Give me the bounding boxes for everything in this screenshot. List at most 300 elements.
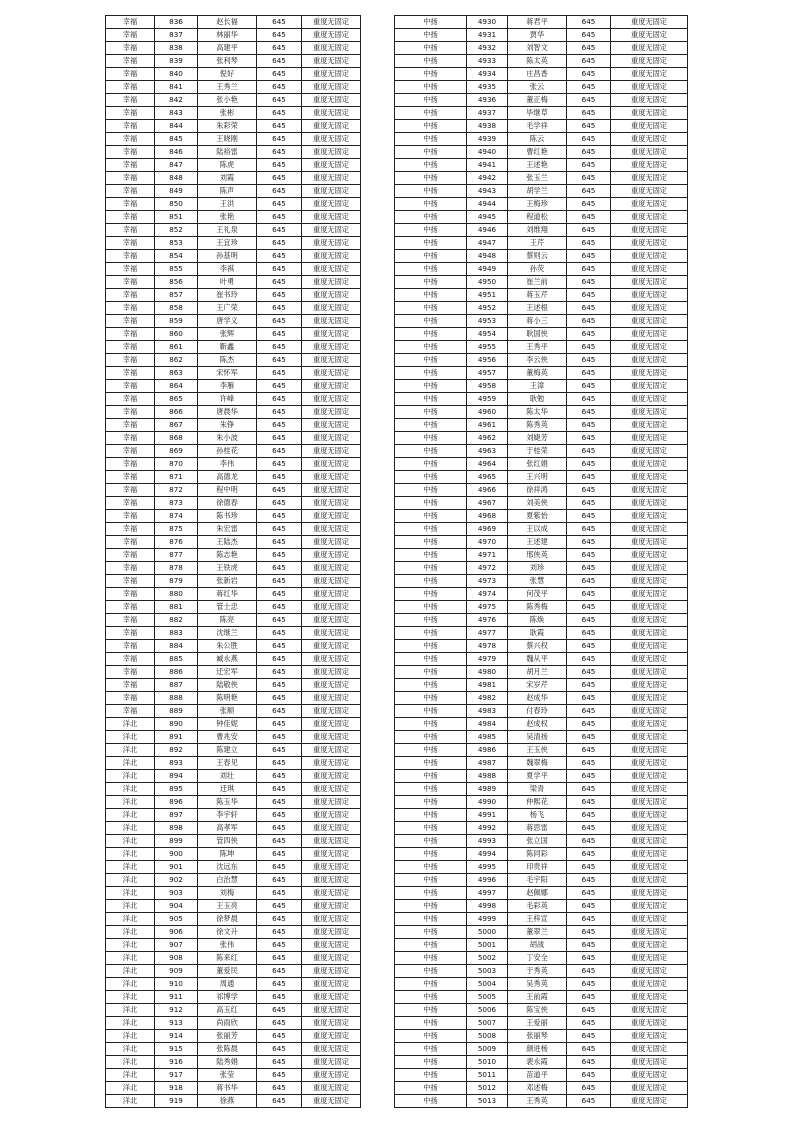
serial-number-cell: 4993 xyxy=(467,835,508,848)
table-row xyxy=(106,679,361,692)
table-row xyxy=(395,341,688,354)
table-row xyxy=(395,939,688,952)
amount-cell: 645 xyxy=(567,1030,611,1043)
amount-cell: 645 xyxy=(567,354,611,367)
name-cell: 耿霞 xyxy=(508,627,567,640)
table-row xyxy=(395,614,688,627)
amount-cell: 645 xyxy=(257,1043,302,1056)
area-cell: 洋北 xyxy=(106,796,155,809)
table-row xyxy=(106,562,361,575)
table-row xyxy=(395,861,688,874)
amount-cell: 645 xyxy=(567,783,611,796)
serial-number-cell: 850 xyxy=(155,198,198,211)
serial-number-cell: 885 xyxy=(155,653,198,666)
area-cell: 洋北 xyxy=(106,887,155,900)
area-cell: 洋北 xyxy=(106,1030,155,1043)
name-cell: 陆敬侠 xyxy=(198,679,257,692)
serial-number-cell: 846 xyxy=(155,146,198,159)
area-cell: 中扬 xyxy=(395,965,467,978)
area-cell: 中扬 xyxy=(395,627,467,640)
area-cell: 中扬 xyxy=(395,94,467,107)
amount-cell: 645 xyxy=(257,107,302,120)
serial-number-cell: 4985 xyxy=(467,731,508,744)
name-cell: 陈焕 xyxy=(508,614,567,627)
table-row xyxy=(395,250,688,263)
table-row xyxy=(106,783,361,796)
area-cell: 幸福 xyxy=(106,627,155,640)
table-row xyxy=(106,809,361,822)
table-row xyxy=(106,211,361,224)
area-cell: 幸福 xyxy=(106,42,155,55)
name-cell: 高建平 xyxy=(198,42,257,55)
category-cell: 重度无固定 xyxy=(302,172,361,185)
category-cell: 重度无固定 xyxy=(302,276,361,289)
serial-number-cell: 841 xyxy=(155,81,198,94)
serial-number-cell: 897 xyxy=(155,809,198,822)
serial-number-cell: 5006 xyxy=(467,1004,508,1017)
serial-number-cell: 870 xyxy=(155,458,198,471)
table-row xyxy=(106,952,361,965)
serial-number-cell: 4966 xyxy=(467,484,508,497)
category-cell: 重度无固定 xyxy=(302,185,361,198)
area-cell: 幸福 xyxy=(106,445,155,458)
amount-cell: 645 xyxy=(567,796,611,809)
table-row xyxy=(106,718,361,731)
category-cell: 重度无固定 xyxy=(611,81,688,94)
area-cell: 中扬 xyxy=(395,42,467,55)
amount-cell: 645 xyxy=(567,224,611,237)
category-cell: 重度无固定 xyxy=(611,809,688,822)
area-cell: 中扬 xyxy=(395,133,467,146)
name-cell: 魏翠梅 xyxy=(508,757,567,770)
category-cell: 重度无固定 xyxy=(302,1043,361,1056)
name-cell: 王秀平 xyxy=(508,341,567,354)
table-row xyxy=(395,757,688,770)
serial-number-cell: 4948 xyxy=(467,250,508,263)
name-cell: 魏从平 xyxy=(508,653,567,666)
amount-cell: 645 xyxy=(257,458,302,471)
table-row xyxy=(395,809,688,822)
area-cell: 中扬 xyxy=(395,185,467,198)
name-cell: 宋岁芹 xyxy=(508,679,567,692)
category-cell: 重度无固定 xyxy=(611,549,688,562)
area-cell: 中扬 xyxy=(395,783,467,796)
name-cell: 祁博学 xyxy=(198,991,257,1004)
amount-cell: 645 xyxy=(567,965,611,978)
amount-cell: 645 xyxy=(257,952,302,965)
serial-number-cell: 4976 xyxy=(467,614,508,627)
amount-cell: 645 xyxy=(257,1082,302,1095)
amount-cell: 645 xyxy=(257,744,302,757)
category-cell: 重度无固定 xyxy=(611,835,688,848)
name-cell: 刘梅 xyxy=(198,887,257,900)
table-row xyxy=(106,536,361,549)
serial-number-cell: 4958 xyxy=(467,380,508,393)
amount-cell: 645 xyxy=(257,211,302,224)
category-cell: 重度无固定 xyxy=(302,822,361,835)
name-cell: 付春玲 xyxy=(508,705,567,718)
amount-cell: 645 xyxy=(567,770,611,783)
serial-number-cell: 4943 xyxy=(467,185,508,198)
name-cell: 王春见 xyxy=(198,757,257,770)
table-row xyxy=(395,640,688,653)
name-cell: 刘壮 xyxy=(198,770,257,783)
area-cell: 幸福 xyxy=(106,471,155,484)
name-cell: 徐祥鸿 xyxy=(508,484,567,497)
table-row xyxy=(395,237,688,250)
area-cell: 洋北 xyxy=(106,809,155,822)
area-cell: 洋北 xyxy=(106,913,155,926)
amount-cell: 645 xyxy=(257,393,302,406)
category-cell: 重度无固定 xyxy=(302,809,361,822)
table-row xyxy=(106,172,361,185)
area-cell: 洋北 xyxy=(106,1082,155,1095)
amount-cell: 645 xyxy=(257,380,302,393)
amount-cell: 645 xyxy=(567,1017,611,1030)
table-row xyxy=(106,16,361,29)
amount-cell: 645 xyxy=(567,289,611,302)
table-row xyxy=(106,575,361,588)
name-cell: 陈太英 xyxy=(508,55,567,68)
serial-number-cell: 4932 xyxy=(467,42,508,55)
area-cell: 中扬 xyxy=(395,367,467,380)
name-cell: 张玉兰 xyxy=(508,172,567,185)
serial-number-cell: 857 xyxy=(155,289,198,302)
serial-number-cell: 4995 xyxy=(467,861,508,874)
area-cell: 洋北 xyxy=(106,965,155,978)
serial-number-cell: 916 xyxy=(155,1056,198,1069)
area-cell: 中扬 xyxy=(395,939,467,952)
category-cell: 重度无固定 xyxy=(302,198,361,211)
table-row xyxy=(106,55,361,68)
area-cell: 中扬 xyxy=(395,380,467,393)
table-row xyxy=(395,965,688,978)
category-cell: 重度无固定 xyxy=(611,666,688,679)
category-cell: 重度无固定 xyxy=(302,237,361,250)
category-cell: 重度无固定 xyxy=(302,705,361,718)
amount-cell: 645 xyxy=(257,237,302,250)
category-cell: 重度无固定 xyxy=(302,900,361,913)
serial-number-cell: 4987 xyxy=(467,757,508,770)
area-cell: 中扬 xyxy=(395,744,467,757)
serial-number-cell: 4963 xyxy=(467,445,508,458)
name-cell: 曹红艳 xyxy=(508,146,567,159)
serial-number-cell: 4954 xyxy=(467,328,508,341)
table-row xyxy=(395,367,688,380)
amount-cell: 645 xyxy=(257,588,302,601)
name-cell: 陈坤 xyxy=(198,848,257,861)
name-cell: 唐晨华 xyxy=(198,406,257,419)
table-row xyxy=(106,315,361,328)
serial-number-cell: 4947 xyxy=(467,237,508,250)
category-cell: 重度无固定 xyxy=(611,1043,688,1056)
table-row xyxy=(395,822,688,835)
serial-number-cell: 876 xyxy=(155,536,198,549)
table-row xyxy=(106,614,361,627)
amount-cell: 645 xyxy=(567,16,611,29)
serial-number-cell: 919 xyxy=(155,1095,198,1108)
amount-cell: 645 xyxy=(257,289,302,302)
serial-number-cell: 894 xyxy=(155,770,198,783)
category-cell: 重度无固定 xyxy=(302,718,361,731)
serial-number-cell: 918 xyxy=(155,1082,198,1095)
category-cell: 重度无固定 xyxy=(611,250,688,263)
amount-cell: 645 xyxy=(257,471,302,484)
amount-cell: 645 xyxy=(567,549,611,562)
area-cell: 幸福 xyxy=(106,185,155,198)
area-cell: 中扬 xyxy=(395,523,467,536)
area-cell: 幸福 xyxy=(106,575,155,588)
amount-cell: 645 xyxy=(257,978,302,991)
name-cell: 耿勉 xyxy=(508,393,567,406)
serial-number-cell: 858 xyxy=(155,302,198,315)
name-cell: 陈秀梅 xyxy=(508,601,567,614)
table-row xyxy=(395,29,688,42)
area-cell: 幸福 xyxy=(106,692,155,705)
category-cell: 重度无固定 xyxy=(611,354,688,367)
table-row xyxy=(106,991,361,1004)
amount-cell: 645 xyxy=(567,562,611,575)
table-row xyxy=(395,952,688,965)
area-cell: 幸福 xyxy=(106,523,155,536)
name-cell: 臧永燕 xyxy=(198,653,257,666)
serial-number-cell: 855 xyxy=(155,263,198,276)
serial-number-cell: 4979 xyxy=(467,653,508,666)
serial-number-cell: 908 xyxy=(155,952,198,965)
category-cell: 重度无固定 xyxy=(611,575,688,588)
name-cell: 董爱民 xyxy=(198,965,257,978)
name-cell: 王梓宣 xyxy=(508,913,567,926)
category-cell: 重度无固定 xyxy=(302,523,361,536)
area-cell: 中扬 xyxy=(395,354,467,367)
amount-cell: 645 xyxy=(257,796,302,809)
amount-cell: 645 xyxy=(567,731,611,744)
area-cell: 中扬 xyxy=(395,484,467,497)
area-cell: 中扬 xyxy=(395,198,467,211)
serial-number-cell: 881 xyxy=(155,601,198,614)
category-cell: 重度无固定 xyxy=(302,627,361,640)
name-cell: 陈声 xyxy=(198,185,257,198)
name-cell: 陈书珍 xyxy=(198,510,257,523)
table-row xyxy=(395,783,688,796)
amount-cell: 645 xyxy=(257,120,302,133)
category-cell: 重度无固定 xyxy=(302,913,361,926)
serial-number-cell: 4949 xyxy=(467,263,508,276)
name-cell: 朱彩荣 xyxy=(198,120,257,133)
amount-cell: 645 xyxy=(257,354,302,367)
area-cell: 幸福 xyxy=(106,94,155,107)
amount-cell: 645 xyxy=(257,900,302,913)
serial-number-cell: 904 xyxy=(155,900,198,913)
area-cell: 中扬 xyxy=(395,315,467,328)
serial-number-cell: 914 xyxy=(155,1030,198,1043)
serial-number-cell: 887 xyxy=(155,679,198,692)
category-cell: 重度无固定 xyxy=(302,1082,361,1095)
category-cell: 重度无固定 xyxy=(611,419,688,432)
category-cell: 重度无固定 xyxy=(611,822,688,835)
table-row xyxy=(106,1004,361,1017)
amount-cell: 645 xyxy=(257,640,302,653)
serial-number-cell: 4971 xyxy=(467,549,508,562)
name-cell: 朱公胜 xyxy=(198,640,257,653)
amount-cell: 645 xyxy=(257,1017,302,1030)
roster-table-left xyxy=(105,15,361,1108)
name-cell: 夏学平 xyxy=(508,770,567,783)
area-cell: 中扬 xyxy=(395,224,467,237)
serial-number-cell: 4990 xyxy=(467,796,508,809)
area-cell: 中扬 xyxy=(395,692,467,705)
category-cell: 重度无固定 xyxy=(611,16,688,29)
amount-cell: 645 xyxy=(257,29,302,42)
table-row xyxy=(395,497,688,510)
serial-number-cell: 891 xyxy=(155,731,198,744)
serial-number-cell: 874 xyxy=(155,510,198,523)
name-cell: 王述根 xyxy=(508,302,567,315)
amount-cell: 645 xyxy=(567,627,611,640)
name-cell: 王晓刚 xyxy=(198,133,257,146)
table-row xyxy=(106,731,361,744)
area-cell: 幸福 xyxy=(106,302,155,315)
category-cell: 重度无固定 xyxy=(302,68,361,81)
name-cell: 张立国 xyxy=(508,835,567,848)
name-cell: 邢侠英 xyxy=(508,549,567,562)
amount-cell: 645 xyxy=(257,874,302,887)
table-row xyxy=(106,640,361,653)
table-row xyxy=(395,458,688,471)
serial-number-cell: 4940 xyxy=(467,146,508,159)
amount-cell: 645 xyxy=(567,913,611,926)
category-cell: 重度无固定 xyxy=(302,146,361,159)
area-cell: 洋北 xyxy=(106,744,155,757)
name-cell: 王秀英 xyxy=(508,1095,567,1108)
name-cell: 王述艳 xyxy=(508,159,567,172)
table-row xyxy=(106,367,361,380)
amount-cell: 645 xyxy=(567,94,611,107)
area-cell: 幸福 xyxy=(106,289,155,302)
table-row xyxy=(395,484,688,497)
serial-number-cell: 4930 xyxy=(467,16,508,29)
category-cell: 重度无固定 xyxy=(611,744,688,757)
serial-number-cell: 4953 xyxy=(467,315,508,328)
category-cell: 重度无固定 xyxy=(302,796,361,809)
table-row xyxy=(106,692,361,705)
table-row xyxy=(106,159,361,172)
area-cell: 幸福 xyxy=(106,614,155,627)
category-cell: 重度无固定 xyxy=(302,1095,361,1108)
name-cell: 刘智文 xyxy=(508,42,567,55)
table-row xyxy=(395,536,688,549)
table-row xyxy=(106,341,361,354)
category-cell: 重度无固定 xyxy=(302,835,361,848)
name-cell: 徐梦晨 xyxy=(198,913,257,926)
amount-cell: 645 xyxy=(567,458,611,471)
area-cell: 幸福 xyxy=(106,133,155,146)
table-row xyxy=(106,445,361,458)
amount-cell: 645 xyxy=(567,952,611,965)
table-row xyxy=(395,406,688,419)
serial-number-cell: 4951 xyxy=(467,289,508,302)
name-cell: 林丽华 xyxy=(198,29,257,42)
amount-cell: 645 xyxy=(567,939,611,952)
amount-cell: 645 xyxy=(567,133,611,146)
category-cell: 重度无固定 xyxy=(302,94,361,107)
name-cell: 陆裕雷 xyxy=(198,146,257,159)
category-cell: 重度无固定 xyxy=(302,978,361,991)
category-cell: 重度无固定 xyxy=(302,380,361,393)
name-cell: 蒋君平 xyxy=(508,16,567,29)
table-row xyxy=(395,991,688,1004)
serial-number-cell: 875 xyxy=(155,523,198,536)
amount-cell: 645 xyxy=(257,666,302,679)
amount-cell: 645 xyxy=(567,380,611,393)
serial-number-cell: 860 xyxy=(155,328,198,341)
serial-number-cell: 912 xyxy=(155,1004,198,1017)
name-cell: 何茂平 xyxy=(508,588,567,601)
category-cell: 重度无固定 xyxy=(611,393,688,406)
name-cell: 朱铮 xyxy=(198,419,257,432)
name-cell: 苗道平 xyxy=(508,1069,567,1082)
name-cell: 张丽芳 xyxy=(198,1030,257,1043)
table-row xyxy=(395,55,688,68)
area-cell: 洋北 xyxy=(106,822,155,835)
category-cell: 重度无固定 xyxy=(611,458,688,471)
table-row xyxy=(106,458,361,471)
table-row xyxy=(395,1082,688,1095)
area-cell: 中扬 xyxy=(395,419,467,432)
name-cell: 刘维翔 xyxy=(508,224,567,237)
serial-number-cell: 4989 xyxy=(467,783,508,796)
name-cell: 李祺 xyxy=(198,263,257,276)
table-row xyxy=(395,510,688,523)
name-cell: 周通 xyxy=(198,978,257,991)
category-cell: 重度无固定 xyxy=(611,172,688,185)
serial-number-cell: 896 xyxy=(155,796,198,809)
category-cell: 重度无固定 xyxy=(611,159,688,172)
amount-cell: 645 xyxy=(567,640,611,653)
serial-number-cell: 5002 xyxy=(467,952,508,965)
serial-number-cell: 906 xyxy=(155,926,198,939)
serial-number-cell: 4999 xyxy=(467,913,508,926)
amount-cell: 645 xyxy=(567,471,611,484)
serial-number-cell: 845 xyxy=(155,133,198,146)
table-row xyxy=(106,965,361,978)
amount-cell: 645 xyxy=(567,81,611,94)
amount-cell: 645 xyxy=(567,588,611,601)
name-cell: 李雁 xyxy=(198,380,257,393)
table-row xyxy=(395,263,688,276)
area-cell: 中扬 xyxy=(395,822,467,835)
amount-cell: 645 xyxy=(567,341,611,354)
table-row xyxy=(106,68,361,81)
area-cell: 中扬 xyxy=(395,211,467,224)
serial-number-cell: 905 xyxy=(155,913,198,926)
category-cell: 重度无固定 xyxy=(302,29,361,42)
name-cell: 蔡兴权 xyxy=(508,640,567,653)
serial-number-cell: 4937 xyxy=(467,107,508,120)
area-cell: 幸福 xyxy=(106,55,155,68)
area-cell: 中扬 xyxy=(395,666,467,679)
serial-number-cell: 4984 xyxy=(467,718,508,731)
amount-cell: 645 xyxy=(567,55,611,68)
area-cell: 幸福 xyxy=(106,146,155,159)
table-row xyxy=(395,224,688,237)
area-cell: 洋北 xyxy=(106,783,155,796)
amount-cell: 645 xyxy=(567,718,611,731)
amount-cell: 645 xyxy=(567,744,611,757)
name-cell: 赵成权 xyxy=(508,718,567,731)
serial-number-cell: 5013 xyxy=(467,1095,508,1108)
name-cell: 曹兆安 xyxy=(198,731,257,744)
